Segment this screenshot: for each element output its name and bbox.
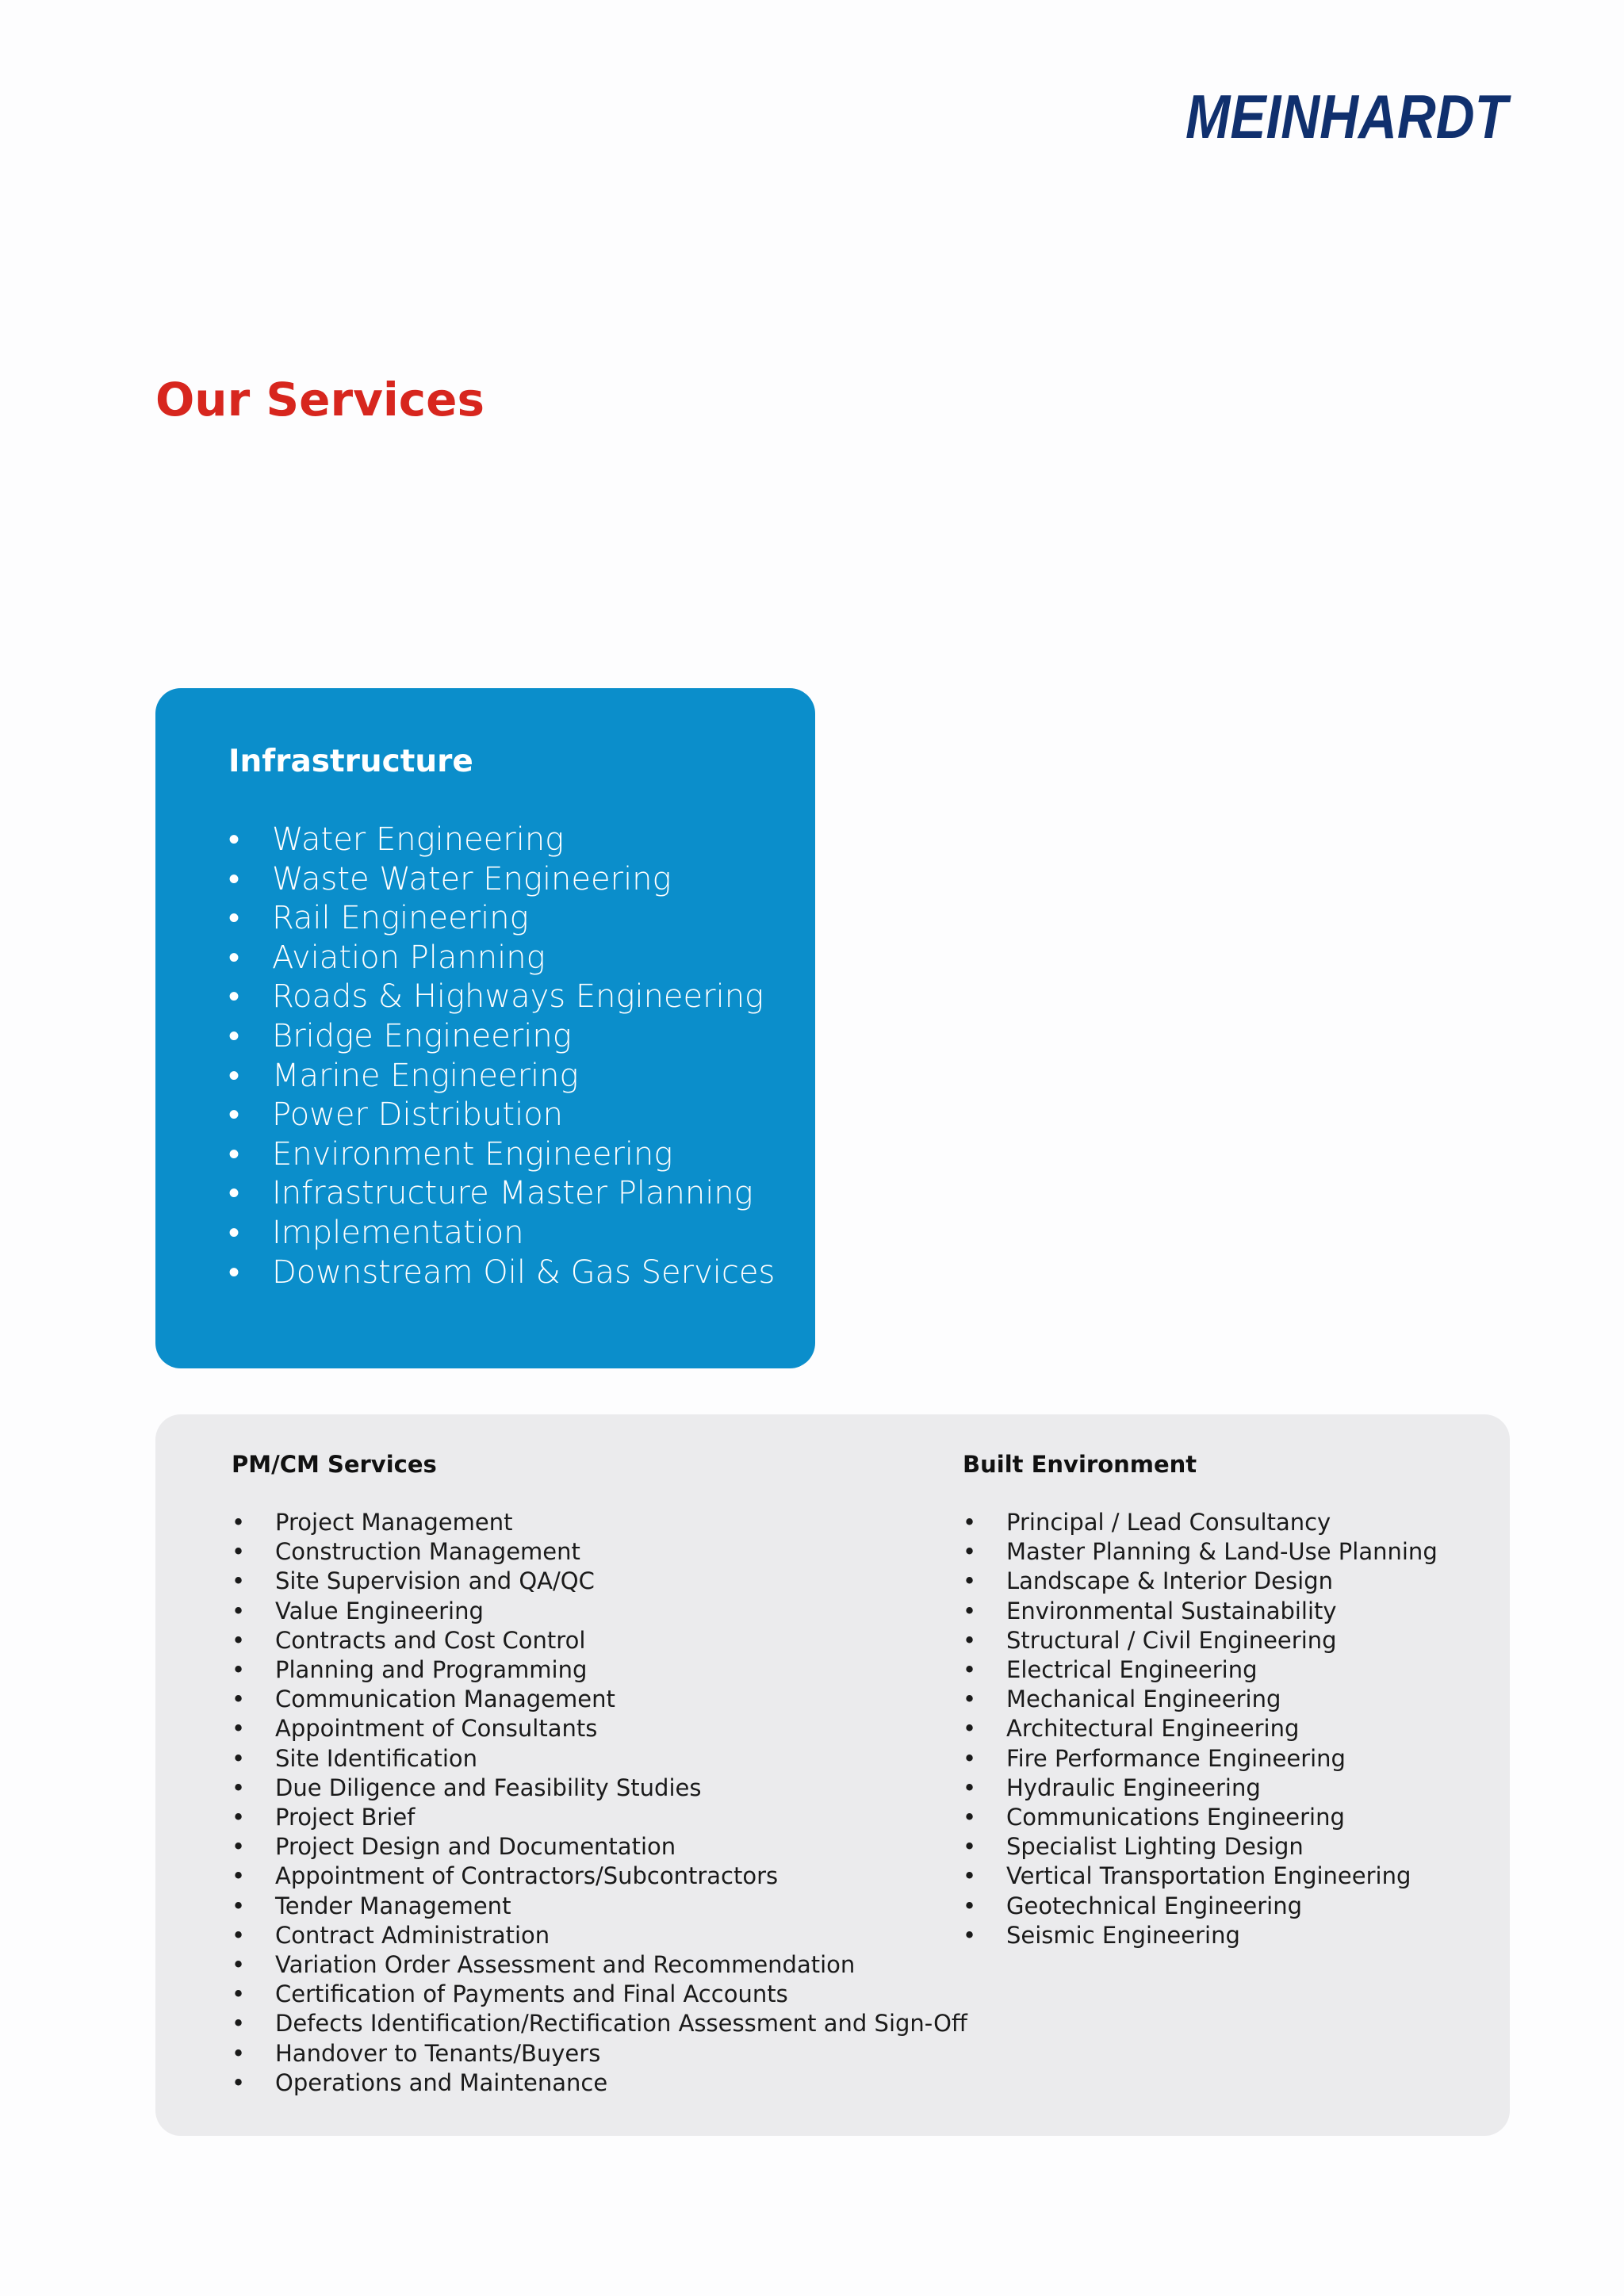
built-environment-column bbox=[963, 1451, 1438, 1950]
infrastructure-card bbox=[155, 688, 815, 1368]
infrastructure-heading: Infrastructure bbox=[228, 744, 473, 779]
list-item: • Site Identification bbox=[232, 1744, 967, 1774]
list-item: • Geotechnical Engineering bbox=[963, 1892, 1438, 1921]
list-item: • Downstream Oil & Gas Services bbox=[228, 1253, 815, 1293]
list-item: • Master Planning & Land-Use Planning bbox=[963, 1537, 1438, 1567]
list-item: • Mechanical Engineering bbox=[963, 1685, 1438, 1714]
list-item: • Variation Order Assessment and Recommendation bbox=[232, 1950, 967, 1980]
built-environment-heading: Built Environment bbox=[963, 1451, 1197, 1478]
list-item: • Specialist Lighting Design bbox=[963, 1832, 1438, 1862]
list-item: • Operations and Maintenance bbox=[232, 2068, 967, 2098]
list-item: • Communications Engineering bbox=[963, 1803, 1438, 1832]
list-item: • Defects Identification/Rectification Assessment and Sign-Off bbox=[232, 2009, 967, 2038]
list-item: • Water Engineering bbox=[228, 821, 815, 860]
list-item: • Electrical Engineering bbox=[963, 1655, 1438, 1685]
list-item: • Power Distribution bbox=[228, 1096, 815, 1135]
list-item: • Construction Management bbox=[232, 1537, 967, 1567]
list-item: • Contracts and Cost Control bbox=[232, 1626, 967, 1655]
list-item: • Tender Management bbox=[232, 1892, 967, 1921]
logo-text: MEINHARDT bbox=[1185, 82, 1512, 151]
list-item: • Aviation Planning bbox=[228, 939, 815, 978]
list-item: • Roads & Highways Engineering bbox=[228, 978, 815, 1017]
list-item: • Infrastructure Master Planning bbox=[228, 1174, 815, 1214]
list-item: • Appointment of Contractors/Subcontractors bbox=[232, 1862, 967, 1891]
list-item: • Fire Performance Engineering bbox=[963, 1744, 1438, 1774]
list-item: • Waste Water Engineering bbox=[228, 860, 815, 900]
list-item: • Appointment of Consultants bbox=[232, 1714, 967, 1743]
list-item: • Site Supervision and QA/QC bbox=[232, 1567, 967, 1596]
list-item: • Vertical Transportation Engineering bbox=[963, 1862, 1438, 1891]
list-item: • Marine Engineering bbox=[228, 1057, 815, 1096]
pmcm-list bbox=[232, 1508, 967, 2098]
list-item: • Rail Engineering bbox=[228, 899, 815, 939]
list-item: • Structural / Civil Engineering bbox=[963, 1626, 1438, 1655]
list-item: • Contract Administration bbox=[232, 1921, 967, 1950]
list-item: • Planning and Programming bbox=[232, 1655, 967, 1685]
list-item: • Value Engineering bbox=[232, 1597, 967, 1626]
list-item: • Seismic Engineering bbox=[963, 1921, 1438, 1950]
list-item: • Project Design and Documentation bbox=[232, 1832, 967, 1862]
list-item: • Project Brief bbox=[232, 1803, 967, 1832]
list-item: • Certification of Payments and Final Accounts bbox=[232, 1980, 967, 2009]
list-item: • Bridge Engineering bbox=[228, 1017, 815, 1057]
meinhardt-logo bbox=[1183, 82, 1512, 151]
services-card bbox=[155, 1414, 1510, 2136]
list-item: • Environment Engineering bbox=[228, 1135, 815, 1175]
list-item: • Environmental Sustainability bbox=[963, 1597, 1438, 1626]
list-item: • Due Diligence and Feasibility Studies bbox=[232, 1774, 967, 1803]
list-item: • Landscape & Interior Design bbox=[963, 1567, 1438, 1596]
list-item: • Project Management bbox=[232, 1508, 967, 1537]
list-item: • Architectural Engineering bbox=[963, 1714, 1438, 1743]
built-environment-list bbox=[963, 1508, 1438, 1950]
pmcm-heading: PM/CM Services bbox=[232, 1451, 437, 1478]
page-title: Our Services bbox=[155, 373, 485, 427]
list-item: • Implementation bbox=[228, 1214, 815, 1253]
list-item: • Hydraulic Engineering bbox=[963, 1774, 1438, 1803]
pmcm-column bbox=[232, 1451, 967, 2098]
infrastructure-list bbox=[228, 821, 815, 1292]
list-item: • Communication Management bbox=[232, 1685, 967, 1714]
list-item: • Handover to Tenants/Buyers bbox=[232, 2039, 967, 2068]
list-item: • Principal / Lead Consultancy bbox=[963, 1508, 1438, 1537]
